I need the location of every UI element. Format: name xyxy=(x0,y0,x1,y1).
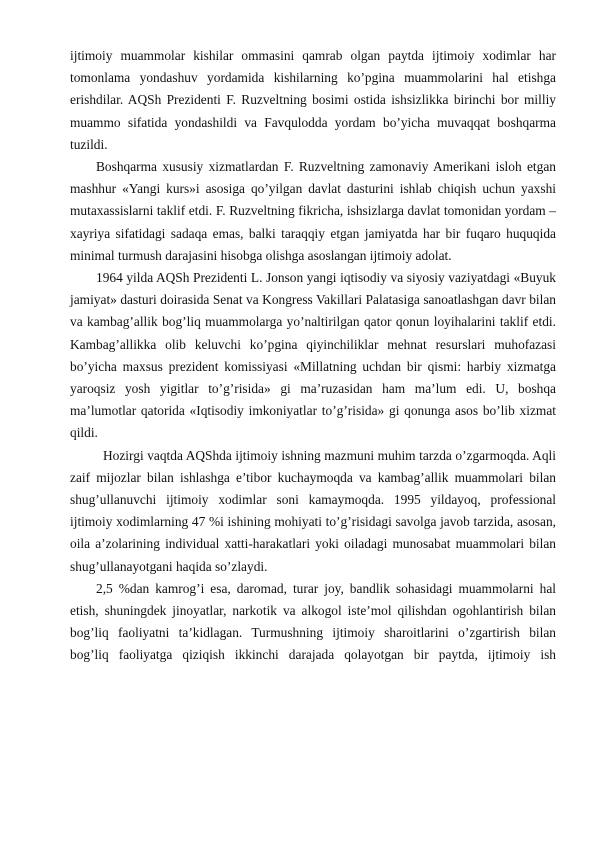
paragraph-4: Hozirgi vaqtda AQShda ijtimoiy ishning mazmuni muhim tarzda o’zgarmoqda. Aqli zaif mijozlar bilan ishlashga e’tibor kuchaymoqda va kambag’allik muammolari bilan shug’ullanuvchi ijtimoiy xodimlar soni kamaymoqda. 1995 yildayoq, professional ijtimoiy xodimlarning 47 %i ishining mohiyati to’g’risidagi savolga javob tarzida, asosan, oila a’zolarining individual xatti-harakatlari yoki oiladagi munosabat muammolari bilan shug’ullanayotgani haqida so’zlaydi. xyxy=(70,447,556,574)
paragraph-1: ijtimoiy muammolar kishilar ommasini qamrab olgan paytda ijtimoiy xodimlar har tomonlama yondashuv yordamida kishilarning ko’pgina muammolarini hal etishga erishdilar. AQSh Prezidenti F. Ruzveltning bosimi ostida ishsizlikka birinchi bor milliy muammo sifatida yondashildi va Favqulodda yordam bo’yicha muvaqqat boshqarma tuzildi. xyxy=(70,48,556,152)
document-page xyxy=(70,45,556,667)
paragraph-2: Boshqarma xususiy xizmatlardan F. Ruzveltning zamonaviy Amerikani isloh etgan mashhur «Yangi kurs»i asosiga qo’yilgan davlat dasturini ishlab chiqish uchun yaxshi mutaxassislarni taklif etdi. F. Ruzveltning fikricha, ishsizlarga davlat tomonidan yordam – xayriya sifatidagi sadaqa emas, balki taraqqiy etgan jamiyatda har bir fuqaro huquqida minimal turmush darajasini hisobga olishga asoslangan ijtimoiy adolat. xyxy=(70,159,556,263)
paragraph-5: 2,5 %dan kamrog’i esa, daromad, turar joy, bandlik sohasidagi muammolarni hal etish, shuningdek jinoyatlar, narkotik va alkogol iste’mol qilishdan ogohlantirish bilan bog’liq faoliyatni ta’kidlagan. Turmushning ijtimoiy sharoitlarini o’zgartirish bilan bog’liq faoliyatga qiziqish ikkinchi darajada qolayotgan bir paytda, ijtimoiy ish xyxy=(70,580,556,663)
paragraph-3: 1964 yilda AQSh Prezidenti L. Jonson yangi iqtisodiy va siyosiy vaziyatdagi «Buyuk jamiyat» dasturi doirasida Senat va Kongress Vakillari Palatasiga sanoatlashgan davr bilan va kambag’allik bog’liq muammolarga yo’naltirilgan qator qonun loyihalarini taklif etdi. Kambag’allikka olib keluvchi ko’pgina qiyinchiliklar mehnat resurslari muhofazasi bo’yicha maxsus prezident komissiyasi «Millatning uchdan bir qismi: harbiy xizmatga yaroqsiz yosh yigitlar to’g’risida» gi ma’ruzasidan ham ma’lum edi. U, boshqa ma’lumotlar qatorida «Iqtisodiy imkoniyatlar to’g’risida» gi qonunga asos bo’lib xizmat qildi. xyxy=(70,270,556,441)
